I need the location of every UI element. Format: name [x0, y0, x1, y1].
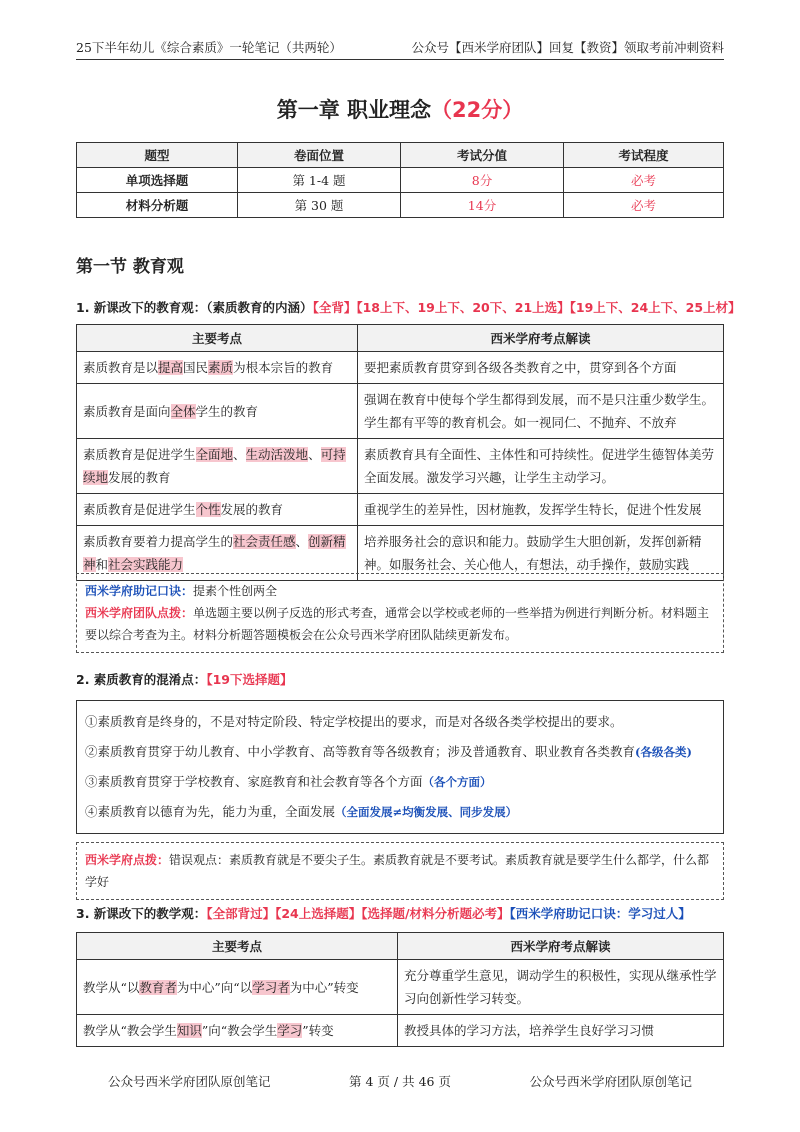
point-cell: 教学从“教会学生知识”向“教会学生学习”转变 [77, 1015, 398, 1047]
list-item: ②素质教育贯穿于幼儿教育、中小学教育、高等教育等各级教育；涉及普通教育、职业教育各类教育(各级各类) [85, 744, 692, 759]
col-header: 考试程度 [564, 143, 724, 168]
col-header: 主要考点 [77, 325, 358, 352]
tip-box: 西米学府助记口诀：提素个性创两全 西米学府团队点拨：单选题主要以例子反选的形式考查，通常会以学校或老师的一些举措为例进行判断分析。材料题主要以综合考查为主。材料分析题答题模板会在公众号西米学府团队陆续更新发布。 [76, 573, 724, 653]
col-header: 西米学府考点解读 [358, 325, 724, 352]
page-number: 第 4 页 / 共 46 页 [349, 1074, 451, 1089]
explain-cell: 重视学生的差异性，因材施教，发挥学生特长，促进个性发展 [358, 494, 724, 526]
list-item: ③素质教育贯穿于学校教育、家庭教育和社会教育等各个方面（各个方面） [85, 774, 492, 789]
header-right: 公众号【西米学府团队】回复【教资】领取考前冲刺资料 [411, 40, 724, 55]
confusion-box [76, 700, 724, 834]
table-row: 材料分析题 第 30 题 14分 必考 [77, 193, 724, 218]
table-row: 单项选择题 第 1-4 题 8分 必考 [77, 168, 724, 193]
teaching-view-table [76, 932, 724, 1047]
chapter-title: 第一章 职业理念（22分） [276, 98, 524, 122]
table-row [77, 439, 724, 494]
table-row [77, 352, 724, 384]
explain-cell: 素质教育具有全面性、主体性和可持续性。促进学生德智体美劳全面发展。激发学习兴趣，让学生主动学习。 [358, 439, 724, 494]
explain-cell: 教授具体的学习方法，培养学生良好学习习惯 [398, 1015, 724, 1047]
error-view-box: 西米学府点拨：错误观点：素质教育就是不要尖子生。素质教育就是不要考试。素质教育就是要学生什么都学，什么都学好 [76, 842, 724, 900]
explain-cell: 要把素质教育贯穿到各级各类教育之中，贯穿到各个方面 [358, 352, 724, 384]
heading-education-view: 1. 新课改下的教育观：（素质教育的内涵）【全背】【18上下、19上下、20下、21上选】【19上下、24上下、25上材】 [76, 300, 741, 315]
col-header: 主要考点 [77, 933, 398, 960]
col-header: 考试分值 [401, 143, 564, 168]
list-item: ①素质教育是终身的，不是对特定阶段、特定学校提出的要求，而是对各级各类学校提出的要求。 [85, 714, 623, 729]
table-row [77, 960, 724, 1015]
footer-left: 公众号西米学府团队原创笔记 [108, 1074, 271, 1089]
col-header: 题型 [77, 143, 238, 168]
point-cell: 素质教育是促进学生个性发展的教育 [77, 494, 358, 526]
table-row [77, 494, 724, 526]
point-cell: 素质教育是面向全体学生的教育 [77, 384, 358, 439]
heading-teaching-view: 3. 新课改下的教学观：【全部背过】【24上选择题】【选择题/材料分析题必考】【西米学府助记口诀：学习过人】 [76, 906, 691, 921]
col-header: 卷面位置 [238, 143, 401, 168]
point-cell: 素质教育是促进学生全面地、生动活泼地、可持续地发展的教育 [77, 439, 358, 494]
explain-cell: 培养服务社会的意识和能力。鼓励学生大胆创新，发挥创新精神。如服务社会、关心他人，有想法，动手操作，鼓励实践 [358, 526, 724, 581]
col-header: 西米学府考点解读 [398, 933, 724, 960]
point-cell: 素质教育要着力提高学生的社会责任感、创新精神和社会实践能力 [77, 526, 358, 581]
footer-right: 公众号西米学府团队原创笔记 [529, 1074, 692, 1089]
list-item: ④素质教育以德育为先，能力为重，全面发展（全面发展≠均衡发展、同步发展） [85, 804, 518, 819]
explain-cell: 强调在教育中使每个学生都得到发展，而不是只注重少数学生。学生都有平等的教育机会。如一视同仁、不抛弃、不放弃 [358, 384, 724, 439]
point-cell: 教学从“以教育者为中心”向“以学习者为中心”转变 [77, 960, 398, 1015]
table-row [77, 1015, 724, 1047]
header-left: 25下半年幼儿《综合素质》一轮笔记（共两轮） [76, 40, 342, 55]
quality-education-table [76, 324, 724, 581]
explain-cell: 充分尊重学生意见，调动学生的积极性，实现从继承性学习向创新性学习转变。 [398, 960, 724, 1015]
exam-info-table [76, 142, 724, 218]
table-row [77, 384, 724, 439]
section-title: 第一节 教育观 [76, 257, 184, 277]
heading-confusion-points: 2. 素质教育的混淆点：【19下选择题】 [76, 672, 293, 687]
page-header [76, 34, 724, 60]
point-cell: 素质教育是以提高国民素质为根本宗旨的教育 [77, 352, 358, 384]
